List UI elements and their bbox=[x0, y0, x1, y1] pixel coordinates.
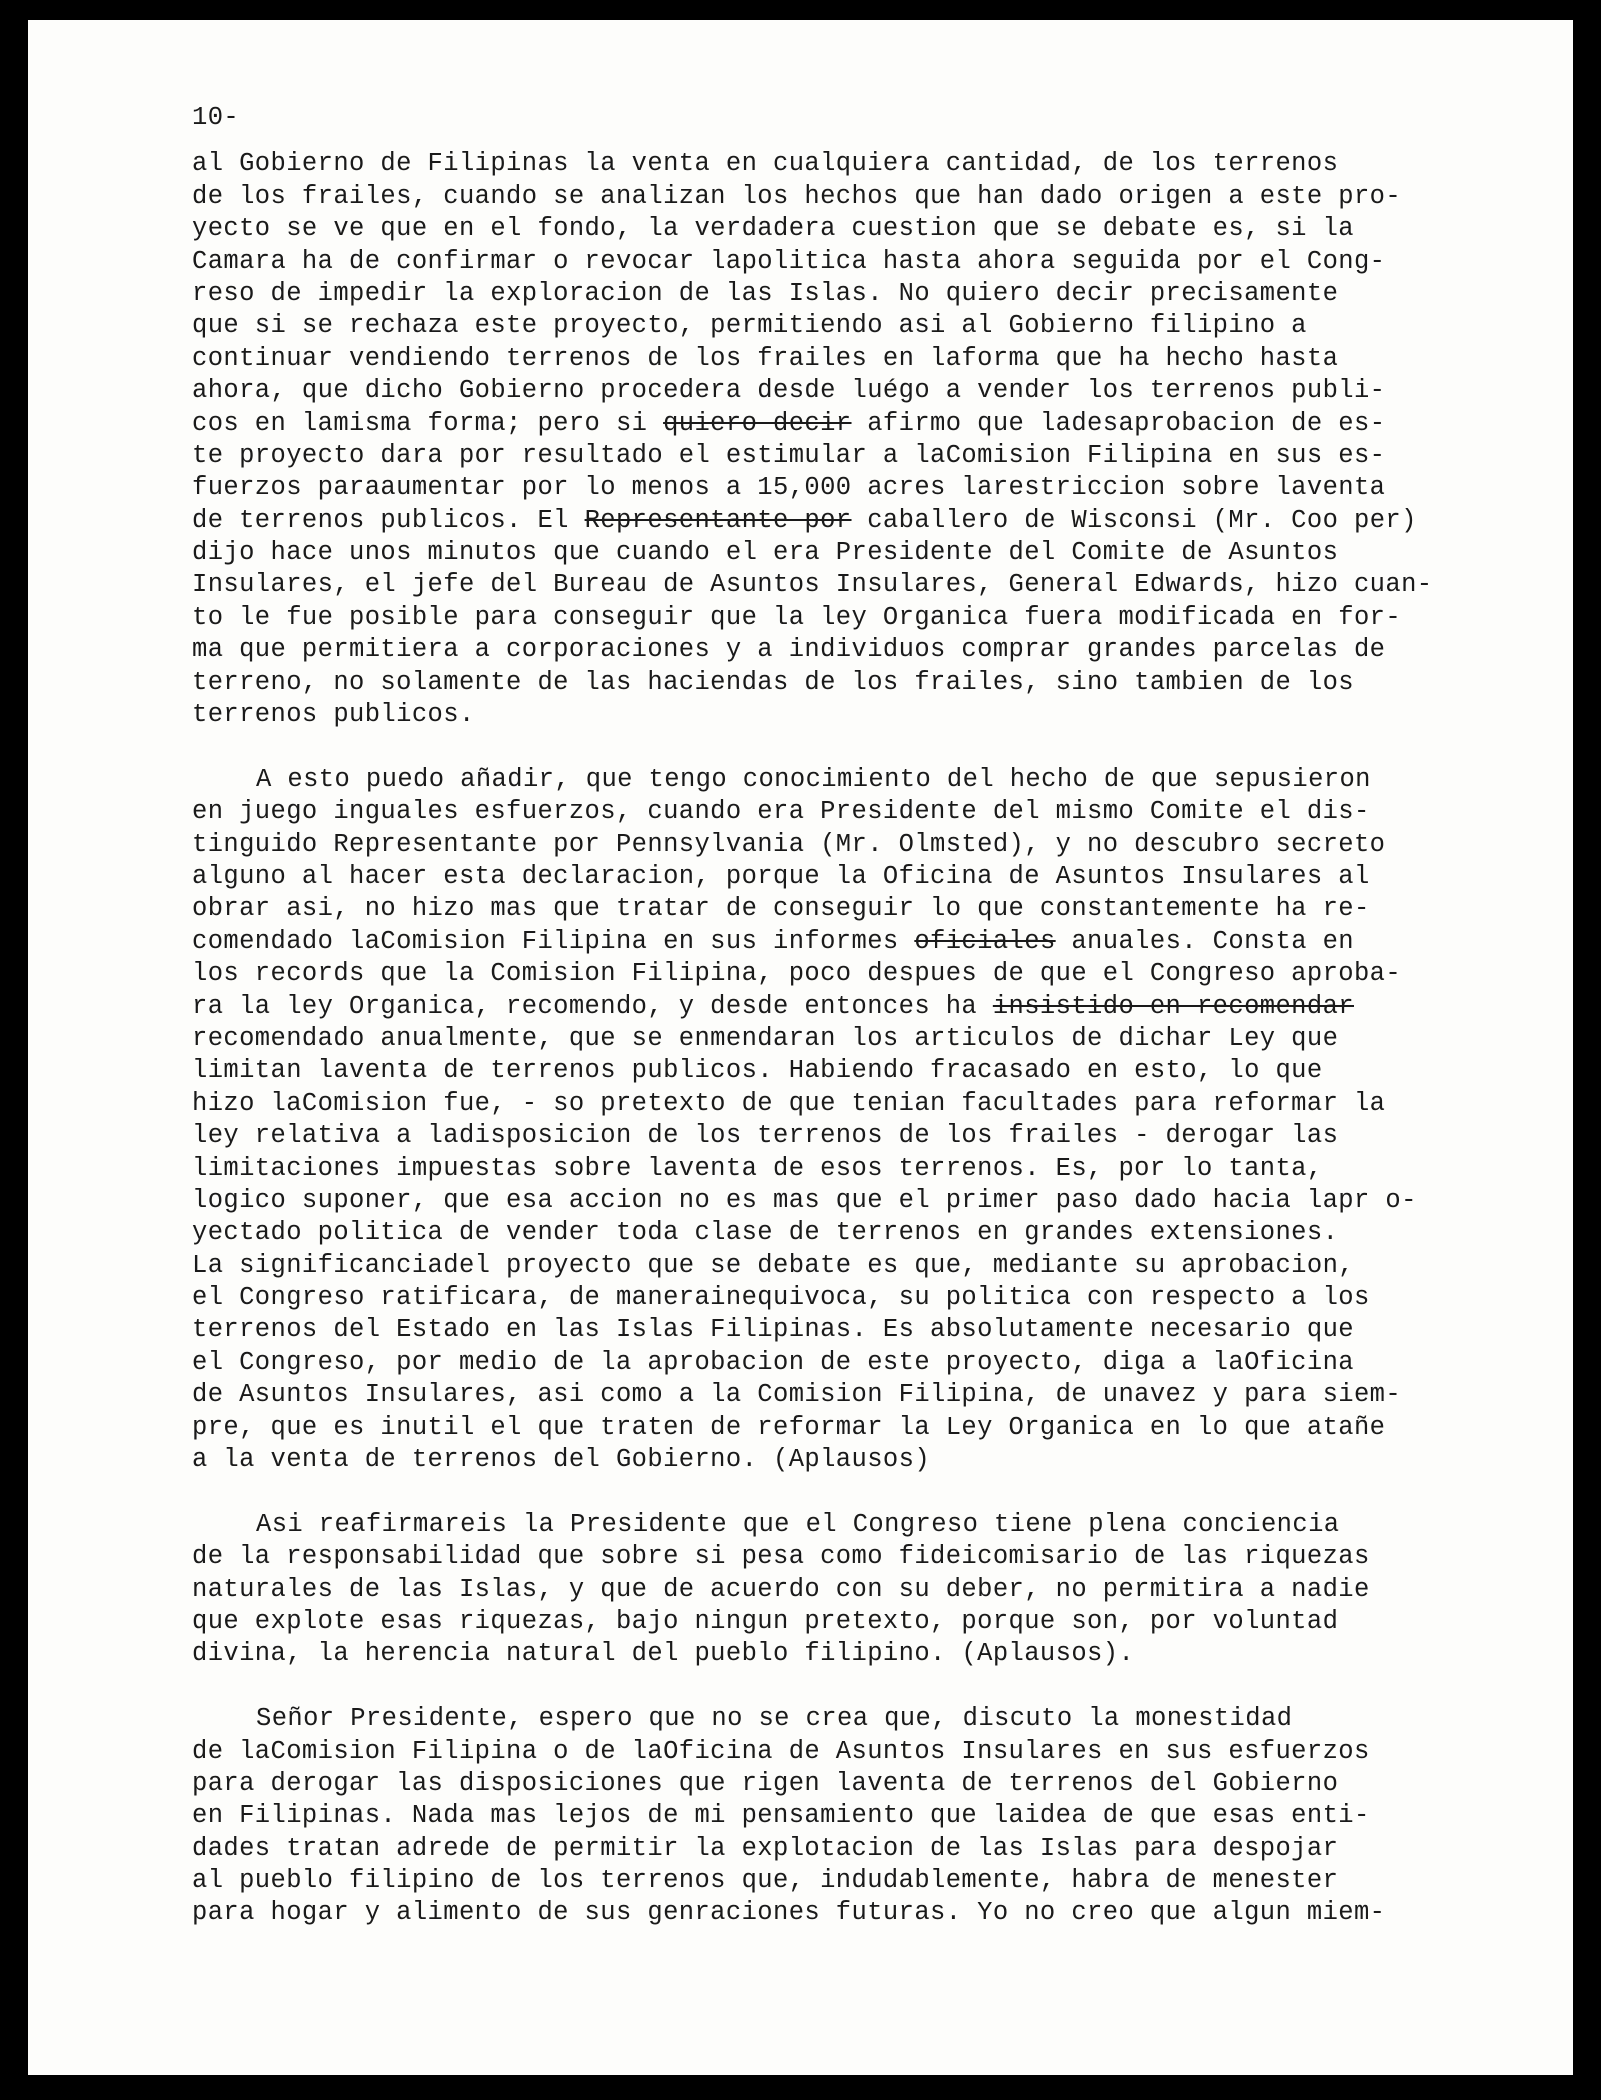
text-line: de laComision Filipina o de laOficina de Asuntos Insulares en sus esfuerzos bbox=[192, 1736, 1370, 1766]
text-line: dades tratan adrede de permitir la explotacion de las Islas para despojar bbox=[192, 1833, 1339, 1863]
text-line: terreno, no solamente de las haciendas de los frailes, sino tambien de los bbox=[192, 667, 1354, 697]
text-line: los records que la Comision Filipina, poco despues de que el Congreso aproba- bbox=[192, 959, 1402, 989]
text-line: Señor Presidente, espero que no se crea que, discuto la monestidad bbox=[256, 1704, 1293, 1734]
text-line: que explote esas riquezas, bajo ningun pretexto, porque son, por voluntad bbox=[192, 1606, 1339, 1636]
text-line: en juego inguales esfuerzos, cuando era Presidente del mismo Comite el dis- bbox=[192, 797, 1370, 827]
text-line: a la venta de terrenos del Gobierno. (Aplausos) bbox=[192, 1445, 931, 1475]
text-line: alguno al hacer esta declaracion, porque la Oficina de Asuntos Insulares al bbox=[192, 861, 1370, 891]
text-line: para hogar y alimento de sus genraciones futuras. Yo no creo que algun miem- bbox=[192, 1898, 1386, 1928]
text-line: Insulares, el jefe del Bureau de Asuntos Insulares, General Edwards, hizo cuan- bbox=[192, 570, 1433, 600]
paragraph bbox=[192, 1509, 1492, 1671]
text-line: ahora, que dicho Gobierno procedera desde luégo a vender los terrenos publi- bbox=[192, 376, 1386, 406]
text-line: ma que permitiera a corporaciones y a individuos comprar grandes parcelas de bbox=[192, 635, 1386, 665]
scan-edge-bar bbox=[22, 20, 28, 2075]
line-text: anuales. Consta en bbox=[1055, 926, 1355, 956]
text-line: La significanciadel proyecto que se debate es que, mediante su aprobacion, bbox=[192, 1250, 1354, 1280]
text-line: el Congreso ratificara, de manerainequivoca, su politica con respecto a los bbox=[192, 1283, 1370, 1313]
text-line bbox=[192, 408, 1492, 440]
text-line: de Asuntos Insulares, asi como a la Comision Filipina, de unavez y para siem- bbox=[192, 1380, 1402, 1410]
text-line: to le fue posible para conseguir que la ley Organica fuera modificada en for- bbox=[192, 602, 1402, 632]
text-line: limitan laventa de terrenos publicos. Habiendo fracasado en esto, lo que bbox=[192, 1056, 1323, 1086]
paragraph bbox=[192, 764, 1492, 1477]
text-line bbox=[192, 991, 1492, 1023]
text-line: ley relativa a ladisposicion de los terrenos de los frailes - derogar las bbox=[192, 1121, 1339, 1151]
text-line bbox=[192, 505, 1492, 537]
text-line: en Filipinas. Nada mas lejos de mi pensamiento que laidea de que esas enti- bbox=[192, 1801, 1370, 1831]
line-text: afirmo que ladesaprobacion de es- bbox=[851, 408, 1386, 438]
text-line: yectado politica de vender toda clase de terrenos en grandes extensiones. bbox=[192, 1218, 1339, 1248]
text-line: obrar asi, no hizo mas que tratar de conseguir lo que constantemente ha re- bbox=[192, 894, 1370, 924]
text-line: para derogar las disposiciones que rigen laventa de terrenos del Gobierno bbox=[192, 1768, 1339, 1798]
text-line: hizo laComision fue, - so pretexto de que tenian facultades para reformar la bbox=[192, 1088, 1386, 1118]
scan-edge-bar-right bbox=[1573, 20, 1577, 2075]
text-line: reso de impedir la exploracion de las Islas. No quiero decir precisamente bbox=[192, 278, 1339, 308]
text-line: de la responsabilidad que sobre si pesa como fideicomisario de las riquezas bbox=[192, 1542, 1370, 1572]
page-number: 10- bbox=[192, 103, 240, 132]
struck-text: oficiales bbox=[914, 926, 1056, 956]
struck-text: Representante por bbox=[584, 505, 852, 535]
struck-text: insistido en recomendar bbox=[992, 991, 1354, 1021]
line-text: de terrenos publicos. El bbox=[192, 505, 585, 535]
text-line: continuar vendiendo terrenos de los frailes en laforma que ha hecho hasta bbox=[192, 343, 1339, 373]
text-line: Asi reafirmareis la Presidente que el Congreso tiene plena conciencia bbox=[256, 1509, 1340, 1539]
paragraph-container bbox=[192, 148, 1492, 1929]
typescript-body bbox=[192, 102, 1492, 1930]
text-line bbox=[192, 926, 1492, 958]
text-line: el Congreso, por medio de la aprobacion de este proyecto, diga a laOficina bbox=[192, 1347, 1354, 1377]
text-line: pre, que es inutil el que traten de reformar la Ley Organica en lo que atañe bbox=[192, 1412, 1386, 1442]
text-line: al Gobierno de Filipinas la venta en cualquiera cantidad, de los terrenos bbox=[192, 149, 1339, 179]
line-text: comendado laComision Filipina en sus informes bbox=[192, 926, 915, 956]
text-line: tinguido Representante por Pennsylvania (Mr. Olmsted), y no descubro secreto bbox=[192, 829, 1386, 859]
paragraph bbox=[192, 1703, 1492, 1930]
text-line: fuerzos paraaumentar por lo menos a 15,000 acres larestriccion sobre laventa bbox=[192, 473, 1386, 503]
line-text: caballero de Wisconsi (Mr. Coo per) bbox=[851, 505, 1417, 535]
struck-text: quiero decir bbox=[663, 408, 852, 438]
text-line: de los frailes, cuando se analizan los hechos que han dado origen a este pro- bbox=[192, 181, 1402, 211]
line-text: ra la ley Organica, recomendo, y desde entonces ha bbox=[192, 991, 993, 1021]
line-text: cos en lamisma forma; pero si bbox=[192, 408, 664, 438]
text-line: terrenos publicos. bbox=[192, 700, 475, 730]
text-line: te proyecto dara por resultado el estimular a laComision Filipina en sus es- bbox=[192, 440, 1386, 470]
text-line: naturales de las Islas, y que de acuerdo con su deber, no permitira a nadie bbox=[192, 1574, 1370, 1604]
text-line: terrenos del Estado en las Islas Filipinas. Es absolutamente necesario que bbox=[192, 1315, 1354, 1345]
text-line: que si se rechaza este proyecto, permitiendo asi al Gobierno filipino a bbox=[192, 311, 1307, 341]
text-line: A esto puedo añadir, que tengo conocimiento del hecho de que sepusieron bbox=[256, 764, 1371, 794]
text-line: limitaciones impuestas sobre laventa de esos terrenos. Es, por lo tanta, bbox=[192, 1153, 1323, 1183]
text-line: logico suponer, que esa accion no es mas que el primer paso dado hacia lapr o- bbox=[192, 1185, 1417, 1215]
text-line: recomendado anualmente, que se enmendaran los articulos de dichar Ley que bbox=[192, 1023, 1339, 1053]
text-line: Camara ha de confirmar o revocar lapolitica hasta ahora seguida por el Cong- bbox=[192, 246, 1386, 276]
text-line: yecto se ve que en el fondo, la verdadera cuestion que se debate es, si la bbox=[192, 214, 1354, 244]
text-line: al pueblo filipino de los terrenos que, indudablemente, habra de menester bbox=[192, 1866, 1339, 1896]
text-line: dijo hace unos minutos que cuando el era Presidente del Comite de Asuntos bbox=[192, 538, 1339, 568]
paragraph bbox=[192, 148, 1492, 731]
text-line: divina, la herencia natural del pueblo filipino. (Aplausos). bbox=[192, 1639, 1135, 1669]
